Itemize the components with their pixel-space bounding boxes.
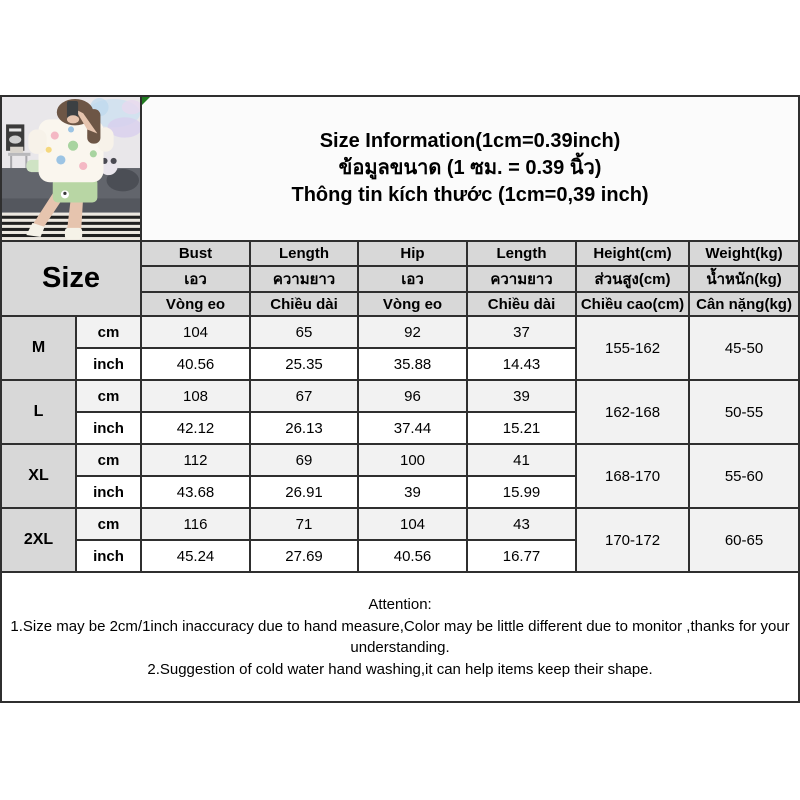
unit-label-inch: inch (76, 412, 141, 444)
m-length1-cm: 65 (250, 316, 358, 348)
col-header-length2-en: Length (467, 241, 576, 266)
col-header-bust-en: Bust (141, 241, 250, 266)
m-hip-inch: 35.88 (358, 348, 467, 380)
2xl-hip-cm: 104 (358, 508, 467, 540)
title-block (141, 96, 799, 241)
m-bust-cm: 104 (141, 316, 250, 348)
col-header-bust-vi: Vòng eo (141, 292, 250, 316)
col-header-length2-th: ความยาว (467, 266, 576, 292)
size-label-l: L (1, 380, 76, 444)
m-length2-cm: 37 (467, 316, 576, 348)
col-header-hip-vi: Vòng eo (358, 292, 467, 316)
col-header-height-th: ส่วนสูง(cm) (576, 266, 689, 292)
attention-notes (1, 572, 799, 702)
unit-label-cm: cm (76, 380, 141, 412)
col-header-bust-th: เอว (141, 266, 250, 292)
col-header-length1-th: ความยาว (250, 266, 358, 292)
l-length1-inch: 26.13 (250, 412, 358, 444)
unit-label-cm: cm (76, 444, 141, 476)
col-header-weight-vi: Cân nặng(kg) (689, 292, 799, 316)
pajama-model-photo-illustration (2, 97, 140, 240)
size-corner-label: Size (1, 241, 141, 316)
l-length2-inch: 15.21 (467, 412, 576, 444)
size-table (0, 95, 800, 703)
m-height-range: 155-162 (576, 316, 689, 380)
col-header-weight-th: น้ำหนัก(kg) (689, 266, 799, 292)
m-weight-range: 45-50 (689, 316, 799, 380)
l-height-range: 162-168 (576, 380, 689, 444)
xl-length2-cm: 41 (467, 444, 576, 476)
2xl-bust-cm: 116 (141, 508, 250, 540)
unit-label-inch: inch (76, 476, 141, 508)
2xl-height-range: 170-172 (576, 508, 689, 572)
xl-bust-cm: 112 (141, 444, 250, 476)
col-header-weight-en: Weight(kg) (689, 241, 799, 266)
l-length2-cm: 39 (467, 380, 576, 412)
2xl-length2-inch: 16.77 (467, 540, 576, 572)
size-label-2xl: 2XL (1, 508, 76, 572)
l-length1-cm: 67 (250, 380, 358, 412)
col-header-hip-th: เอว (358, 266, 467, 292)
title-thai: ข้อมูลขนาด (1 ซม. = 0.39 นิ้ว) (338, 157, 602, 180)
xl-length1-cm: 69 (250, 444, 358, 476)
col-header-length1-en: Length (250, 241, 358, 266)
2xl-weight-range: 60-65 (689, 508, 799, 572)
2xl-bust-inch: 45.24 (141, 540, 250, 572)
xl-hip-inch: 39 (358, 476, 467, 508)
l-hip-inch: 37.44 (358, 412, 467, 444)
xl-length2-inch: 15.99 (467, 476, 576, 508)
col-header-length1-vi: Chiều dài (250, 292, 358, 316)
l-bust-cm: 108 (141, 380, 250, 412)
m-length2-inch: 14.43 (467, 348, 576, 380)
l-hip-cm: 96 (358, 380, 467, 412)
col-header-hip-en: Hip (358, 241, 467, 266)
col-header-length2-vi: Chiều dài (467, 292, 576, 316)
2xl-length1-cm: 71 (250, 508, 358, 540)
unit-label-inch: inch (76, 540, 141, 572)
col-header-height-en: Height(cm) (576, 241, 689, 266)
title-vietnamese: Thông tin kích thước (1cm=0,39 inch) (291, 184, 649, 207)
unit-label-cm: cm (76, 316, 141, 348)
l-bust-inch: 42.12 (141, 412, 250, 444)
2xl-length1-inch: 27.69 (250, 540, 358, 572)
title-english: Size Information(1cm=0.39inch) (319, 130, 621, 153)
unit-label-inch: inch (76, 348, 141, 380)
xl-height-range: 168-170 (576, 444, 689, 508)
product-photo (1, 96, 141, 241)
size-label-xl: XL (1, 444, 76, 508)
2xl-length2-cm: 43 (467, 508, 576, 540)
attention-heading: Attention: (368, 596, 432, 614)
xl-length1-inch: 26.91 (250, 476, 358, 508)
attention-note-2: 2.Suggestion of cold water hand washing,it can help items keep their shape. (147, 660, 653, 678)
size-label-m: M (1, 316, 76, 380)
xl-bust-inch: 43.68 (141, 476, 250, 508)
2xl-hip-inch: 40.56 (358, 540, 467, 572)
green-corner-marker-icon (142, 97, 150, 105)
m-length1-inch: 25.35 (250, 348, 358, 380)
attention-note-1: 1.Size may be 2cm/1inch inaccuracy due to hand measure,Color may be little different due to monitor ,thanks for your understanding. (10, 617, 790, 657)
m-hip-cm: 92 (358, 316, 467, 348)
unit-label-cm: cm (76, 508, 141, 540)
m-bust-inch: 40.56 (141, 348, 250, 380)
col-header-height-vi: Chiều cao(cm) (576, 292, 689, 316)
xl-hip-cm: 100 (358, 444, 467, 476)
xl-weight-range: 55-60 (689, 444, 799, 508)
l-weight-range: 50-55 (689, 380, 799, 444)
